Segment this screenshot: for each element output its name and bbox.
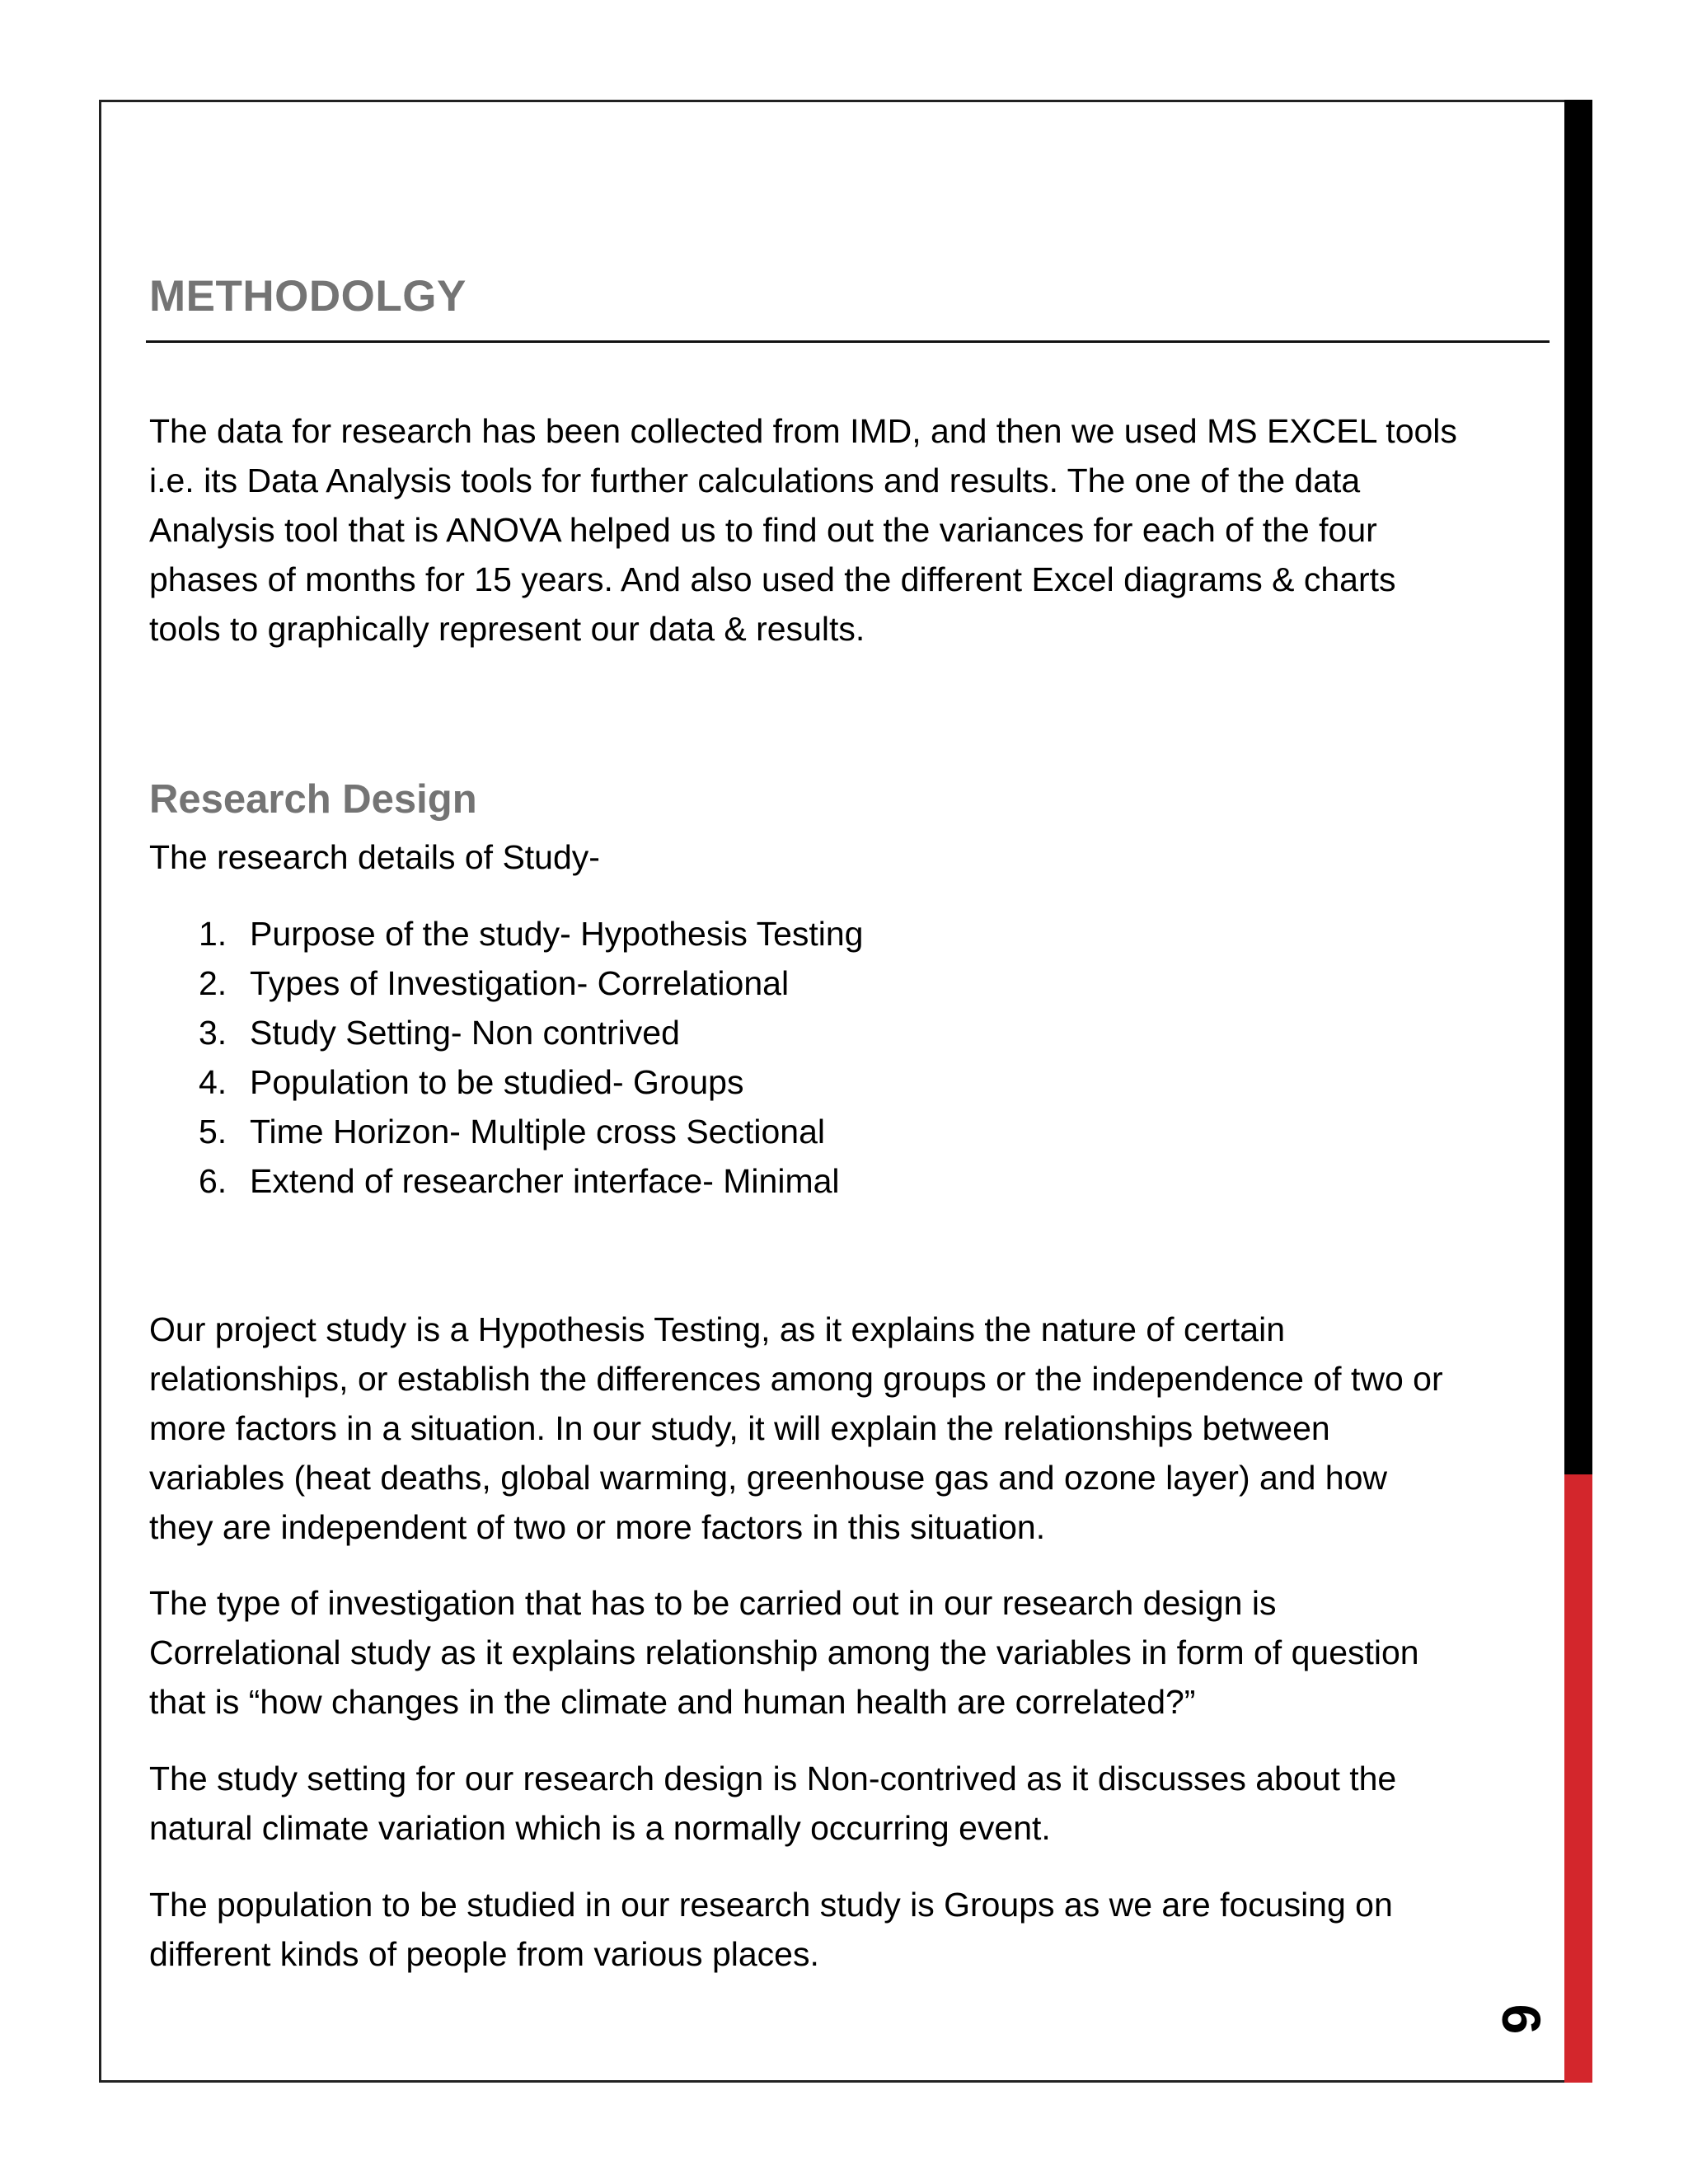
list-text: Time Horizon- Multiple cross Sectional (250, 1113, 825, 1151)
paragraph-line: natural climate variation which is a normally occurring event. (149, 1809, 1051, 1847)
list-item (149, 1008, 864, 1057)
list-number: 2. (199, 964, 227, 1002)
paragraph-line: relationships, or establish the differences among groups or the independence of two or (149, 1360, 1443, 1398)
paragraph-line: Our project study is a Hypothesis Testing, as it explains the nature of certain (149, 1310, 1286, 1348)
side-bar-red (1564, 1474, 1592, 2083)
paragraph-line: The type of investigation that has to be carried out in our research design is (149, 1584, 1277, 1622)
research-design-heading: Research Design (149, 777, 477, 822)
page-number: 6 (1491, 2004, 1552, 2035)
paragraph-line: Analysis tool that is ANOVA helped us to find out the variances for each of the four (149, 511, 1377, 549)
list-item (149, 1156, 864, 1206)
investigation-paragraph (149, 1578, 1550, 1727)
research-design-intro: The research details of Study- (149, 838, 600, 876)
hypothesis-paragraph (149, 1305, 1550, 1552)
population-paragraph (149, 1880, 1550, 1979)
paragraph-line: Correlational study as it explains relationship among the variables in form of question (149, 1633, 1419, 1671)
list-text: Extend of researcher interface- Minimal (250, 1162, 840, 1200)
list-text: Types of Investigation- Correlational (250, 964, 790, 1002)
list-text: Purpose of the study- Hypothesis Testing (250, 915, 864, 953)
paragraph-line: The data for research has been collected from IMD, and then we used MS EXCEL tools (149, 412, 1457, 450)
list-number: 3. (199, 1014, 227, 1052)
methodology-paragraph (149, 406, 1550, 654)
study-setting-paragraph (149, 1754, 1550, 1853)
list-text: Study Setting- Non contrived (250, 1014, 680, 1052)
side-bar-black (1564, 100, 1592, 1474)
paragraph-line: The study setting for our research design is Non-contrived as it discusses about the (149, 1760, 1397, 1797)
paragraph-line: The population to be studied in our research study is Groups as we are focusing on (149, 1886, 1393, 1924)
list-number: 4. (199, 1063, 227, 1101)
paragraph-line: they are independent of two or more factors in this situation. (149, 1508, 1046, 1546)
list-number: 6. (199, 1162, 227, 1200)
paragraph-line: that is “how changes in the climate and human health are correlated?” (149, 1683, 1196, 1721)
research-details-list (149, 909, 864, 1206)
list-text: Population to be studied- Groups (250, 1063, 744, 1101)
paragraph-line: different kinds of people from various places. (149, 1935, 819, 1973)
paragraph-line: tools to graphically represent our data & results. (149, 610, 865, 648)
paragraph-line: variables (heat deaths, global warming, greenhouse gas and ozone layer) and how (149, 1459, 1388, 1497)
paragraph-line: phases of months for 15 years. And also used the different Excel diagrams & charts (149, 560, 1396, 598)
list-item (149, 909, 864, 958)
list-item (149, 1107, 864, 1156)
list-number: 5. (199, 1113, 227, 1151)
list-item (149, 958, 864, 1008)
heading-divider (146, 340, 1550, 343)
list-item (149, 1057, 864, 1107)
list-number: 1. (199, 915, 227, 953)
methodology-heading: METHODOLGY (149, 272, 467, 321)
paragraph-line: i.e. its Data Analysis tools for further calculations and results. The one of the data (149, 462, 1361, 499)
paragraph-line: more factors in a situation. In our study, it will explain the relationships between (149, 1409, 1330, 1447)
